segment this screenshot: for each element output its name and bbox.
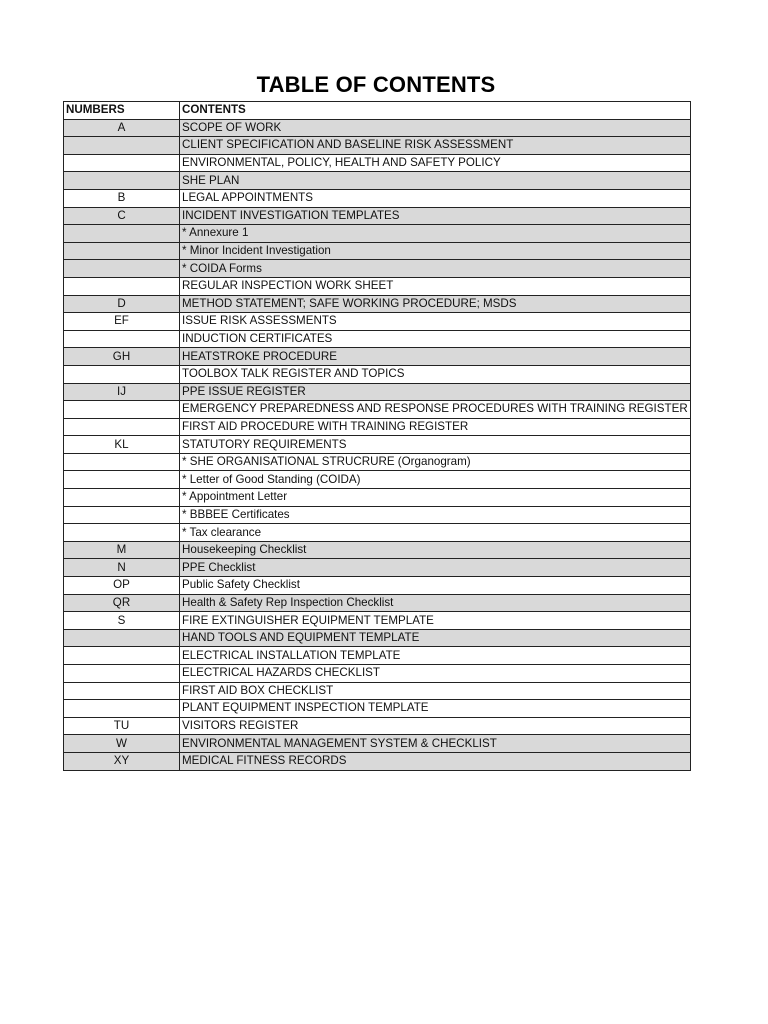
row-number-cell bbox=[64, 629, 180, 647]
row-content-cell: * COIDA Forms bbox=[180, 260, 691, 278]
row-number-cell bbox=[64, 471, 180, 489]
row-content-cell: Public Safety Checklist bbox=[180, 577, 691, 595]
table-row bbox=[64, 453, 691, 471]
row-content-cell: REGULAR INSPECTION WORK SHEET bbox=[180, 277, 691, 295]
row-number-cell: XY bbox=[64, 752, 180, 770]
row-content-cell: EMERGENCY PREPAREDNESS AND RESPONSE PROCEDURES WITH TRAINING REGISTER bbox=[180, 401, 691, 419]
row-number-cell: TU bbox=[64, 717, 180, 735]
row-number-cell: D bbox=[64, 295, 180, 313]
table-row bbox=[64, 471, 691, 489]
row-number-cell bbox=[64, 453, 180, 471]
table-row bbox=[64, 330, 691, 348]
table-row bbox=[64, 682, 691, 700]
row-content-cell: LEGAL APPOINTMENTS bbox=[180, 189, 691, 207]
table-row bbox=[64, 401, 691, 419]
table-row bbox=[64, 629, 691, 647]
numbers-column-header: NUMBERS bbox=[64, 102, 180, 120]
row-content-cell: FIRE EXTINGUISHER EQUIPMENT TEMPLATE bbox=[180, 612, 691, 630]
table-row bbox=[64, 119, 691, 137]
table-row bbox=[64, 383, 691, 401]
row-content-cell: SHE PLAN bbox=[180, 172, 691, 190]
row-content-cell: * SHE ORGANISATIONAL STRUCRURE (Organogram) bbox=[180, 453, 691, 471]
row-content-cell: VISITORS REGISTER bbox=[180, 717, 691, 735]
row-number-cell: IJ bbox=[64, 383, 180, 401]
row-content-cell: * Annexure 1 bbox=[180, 225, 691, 243]
row-number-cell: A bbox=[64, 119, 180, 137]
table-of-contents bbox=[63, 101, 691, 771]
row-number-cell bbox=[64, 682, 180, 700]
row-content-cell: INCIDENT INVESTIGATION TEMPLATES bbox=[180, 207, 691, 225]
row-content-cell: ENVIRONMENTAL MANAGEMENT SYSTEM & CHECKLIST bbox=[180, 735, 691, 753]
table-row bbox=[64, 189, 691, 207]
table-row bbox=[64, 137, 691, 155]
row-number-cell: EF bbox=[64, 313, 180, 331]
row-content-cell: * BBBEE Certificates bbox=[180, 506, 691, 524]
table-row bbox=[64, 489, 691, 507]
row-number-cell bbox=[64, 524, 180, 542]
row-content-cell: ELECTRICAL INSTALLATION TEMPLATE bbox=[180, 647, 691, 665]
table-row bbox=[64, 242, 691, 260]
row-number-cell: S bbox=[64, 612, 180, 630]
table-row bbox=[64, 541, 691, 559]
table-row bbox=[64, 752, 691, 770]
row-content-cell: ELECTRICAL HAZARDS CHECKLIST bbox=[180, 665, 691, 683]
row-content-cell: INDUCTION CERTIFICATES bbox=[180, 330, 691, 348]
row-number-cell: KL bbox=[64, 436, 180, 454]
row-number-cell: GH bbox=[64, 348, 180, 366]
row-number-cell bbox=[64, 418, 180, 436]
row-content-cell: CLIENT SPECIFICATION AND BASELINE RISK ASSESSMENT bbox=[180, 137, 691, 155]
row-number-cell bbox=[64, 647, 180, 665]
row-number-cell bbox=[64, 365, 180, 383]
table-row bbox=[64, 365, 691, 383]
table-row bbox=[64, 594, 691, 612]
row-content-cell: PPE Checklist bbox=[180, 559, 691, 577]
row-number-cell bbox=[64, 242, 180, 260]
table-row bbox=[64, 225, 691, 243]
table-row bbox=[64, 559, 691, 577]
row-content-cell: MEDICAL FITNESS RECORDS bbox=[180, 752, 691, 770]
row-content-cell: PPE ISSUE REGISTER bbox=[180, 383, 691, 401]
table-header-row bbox=[64, 102, 691, 120]
table-row bbox=[64, 524, 691, 542]
table-row bbox=[64, 277, 691, 295]
table-row bbox=[64, 295, 691, 313]
row-number-cell bbox=[64, 330, 180, 348]
row-number-cell bbox=[64, 401, 180, 419]
table-row bbox=[64, 577, 691, 595]
row-content-cell: FIRST AID PROCEDURE WITH TRAINING REGISTER bbox=[180, 418, 691, 436]
row-content-cell: ISSUE RISK ASSESSMENTS bbox=[180, 313, 691, 331]
row-content-cell: HEATSTROKE PROCEDURE bbox=[180, 348, 691, 366]
row-number-cell: M bbox=[64, 541, 180, 559]
table-row bbox=[64, 612, 691, 630]
row-number-cell bbox=[64, 137, 180, 155]
row-content-cell: FIRST AID BOX CHECKLIST bbox=[180, 682, 691, 700]
row-content-cell: SCOPE OF WORK bbox=[180, 119, 691, 137]
row-content-cell: TOOLBOX TALK REGISTER AND TOPICS bbox=[180, 365, 691, 383]
row-number-cell: C bbox=[64, 207, 180, 225]
table-row bbox=[64, 506, 691, 524]
row-content-cell: METHOD STATEMENT; SAFE WORKING PROCEDURE; MSDS bbox=[180, 295, 691, 313]
table-row bbox=[64, 418, 691, 436]
row-number-cell bbox=[64, 260, 180, 278]
table-row bbox=[64, 348, 691, 366]
table-row bbox=[64, 436, 691, 454]
row-number-cell bbox=[64, 506, 180, 524]
table-row bbox=[64, 735, 691, 753]
row-content-cell: PLANT EQUIPMENT INSPECTION TEMPLATE bbox=[180, 700, 691, 718]
table-row bbox=[64, 665, 691, 683]
row-number-cell bbox=[64, 277, 180, 295]
row-number-cell bbox=[64, 700, 180, 718]
row-number-cell bbox=[64, 489, 180, 507]
table-body bbox=[64, 102, 691, 771]
row-content-cell: Health & Safety Rep Inspection Checklist bbox=[180, 594, 691, 612]
row-content-cell: HAND TOOLS AND EQUIPMENT TEMPLATE bbox=[180, 629, 691, 647]
table-row bbox=[64, 717, 691, 735]
row-number-cell: OP bbox=[64, 577, 180, 595]
row-number-cell bbox=[64, 154, 180, 172]
table-row bbox=[64, 313, 691, 331]
row-number-cell: B bbox=[64, 189, 180, 207]
row-content-cell: * Tax clearance bbox=[180, 524, 691, 542]
row-content-cell: Housekeeping Checklist bbox=[180, 541, 691, 559]
row-content-cell: * Appointment Letter bbox=[180, 489, 691, 507]
table-row bbox=[64, 647, 691, 665]
contents-column-header: CONTENTS bbox=[180, 102, 691, 120]
row-content-cell: * Letter of Good Standing (COIDA) bbox=[180, 471, 691, 489]
row-content-cell: * Minor Incident Investigation bbox=[180, 242, 691, 260]
table-row bbox=[64, 260, 691, 278]
table-row bbox=[64, 154, 691, 172]
row-content-cell: STATUTORY REQUIREMENTS bbox=[180, 436, 691, 454]
table-row bbox=[64, 172, 691, 190]
page-title: TABLE OF CONTENTS bbox=[256, 72, 496, 97]
row-number-cell: N bbox=[64, 559, 180, 577]
row-number-cell: W bbox=[64, 735, 180, 753]
row-content-cell: ENVIRONMENTAL, POLICY, HEALTH AND SAFETY POLICY bbox=[180, 154, 691, 172]
table-row bbox=[64, 700, 691, 718]
row-number-cell: QR bbox=[64, 594, 180, 612]
row-number-cell bbox=[64, 665, 180, 683]
row-number-cell bbox=[64, 172, 180, 190]
row-number-cell bbox=[64, 225, 180, 243]
table-row bbox=[64, 207, 691, 225]
